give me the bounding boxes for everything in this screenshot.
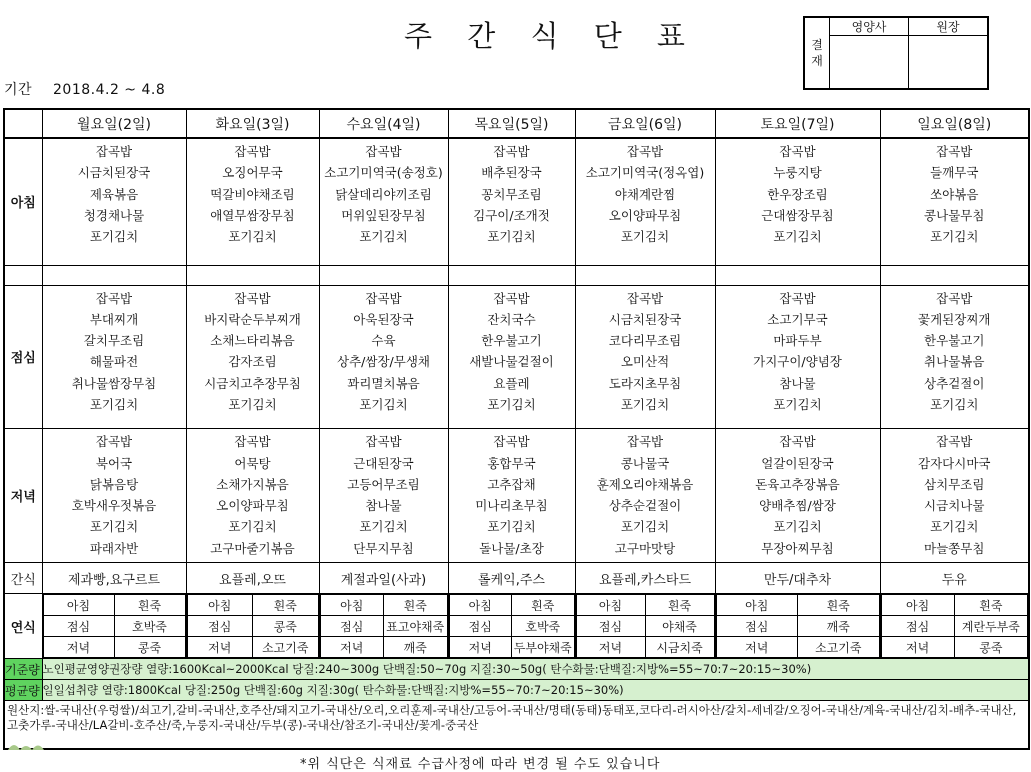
porridge-meal: 아침 [43,595,114,616]
menu-item: 상추순겉절이 [608,498,682,514]
porridge-meal: 점심 [881,616,954,637]
menu-item: 포기김치 [773,519,822,535]
menu-item: 잡곡밥 [234,144,271,159]
menu-item: 무장아찌무침 [761,540,834,556]
snack-cell-5: 만두/대추차 [715,563,880,594]
menu-item: 들깨무국 [930,165,979,181]
porridge-meal: 점심 [716,616,798,637]
menu-item: 잡곡밥 [95,290,133,306]
menu-item: 감자다시마국 [918,455,991,471]
menu-item: 소고기미역국(송정호) [324,165,443,181]
menu-item: 고구마맛탕 [614,540,676,556]
porridge-type: 콩죽 [253,616,319,637]
spacer-cell [42,265,186,285]
menu-item: 포기김치 [930,519,979,535]
standard-key: 기준량 [4,659,42,680]
lunch-cell-2 [319,285,448,429]
dinner-cell-0 [42,429,186,563]
snack-cell-2: 계절과일(사과) [319,563,448,594]
menu-item: 잡곡밥 [626,434,664,450]
meal-label-lunch: 점심 [4,285,42,429]
menu-item: 애열무쌈장무침 [210,207,295,223]
menu-item: 오징어무국 [222,165,283,181]
porridge-cell-2 [319,594,448,659]
day-header-6: 일요일(8일) [880,109,1029,138]
lunch-cell-6 [880,285,1029,429]
porridge-type: 콩죽 [114,637,185,658]
menu-item: 새발나물겉절이 [469,354,554,370]
menu-item: 포기김치 [487,396,536,412]
menu-item: 닭살데리야끼조림 [335,186,432,202]
day-header-3: 목요일(5일) [448,109,575,138]
porridge-type: 흰죽 [253,595,319,616]
porridge-meal: 아침 [576,595,645,616]
porridge-meal: 아침 [187,595,253,616]
menu-item: 코다리무조림 [608,333,682,349]
menu-item: 아욱된장국 [353,311,414,327]
breakfast-cell-4 [575,138,715,265]
average-key: 평균량 [4,680,42,701]
average-text: 일일섭취량 열량:1800Kcal 당질:250g 단백질:60g 지질:30g( 탄수화물:단백질:지방%=55~70:7~20:15~30%) [42,680,1029,701]
menu-item: 도라지초무침 [608,375,682,391]
menu-item: 참나물 [779,375,816,391]
menu-item: 포기김치 [89,519,139,535]
porridge-cell-6 [880,594,1029,659]
menu-item: 고구마줄기볶음 [210,540,295,556]
menu-item: 파래자반 [89,540,139,556]
lunch-cell-0 [42,285,186,429]
menu-item: 오이양파무침 [216,498,289,514]
breakfast-cell-2 [319,138,448,265]
menu-item: 소채가지볶음 [216,476,289,492]
porridge-meal: 저녁 [449,637,512,658]
day-header-1: 화요일(3일) [186,109,319,138]
breakfast-cell-3 [448,138,575,265]
menu-item: 잡곡밥 [365,290,402,306]
lunch-cell-3 [448,285,575,429]
period-value: 2018.4.2 ~ 4.8 [53,82,166,98]
meal-label-breakfast: 아침 [4,138,42,265]
menu-item: 배추된장국 [481,165,542,181]
snack-cell-4: 요플레,카스타드 [575,563,715,594]
spacer-cell [186,265,319,285]
menu-item: 얼갈이된장국 [761,455,834,471]
porridge-type: 두부야채죽 [512,637,575,658]
menu-item: 시금치고추장무침 [204,375,301,391]
menu-item: 상추/쌈장/무생채 [337,354,430,370]
day-header-5: 토요일(7일) [715,109,880,138]
menu-item: 잡곡밥 [365,434,402,450]
porridge-meal: 점심 [320,616,384,637]
menu-item: 잡곡밥 [365,144,402,159]
menu-item: 잡곡밥 [234,434,271,450]
porridge-type: 콩죽 [954,637,1027,658]
menu-item: 닭볶음탕 [89,476,139,492]
menu-item: 누룽지탕 [773,165,822,181]
standard-text: 노인평균영양권장량 열량:1600Kcal~2000Kcal 당질:240~300g 단백질:50~70g 지질:30~50g( 탄수화물:단백질:지방%=55~70:7~20:15~30%) [42,659,1029,680]
porridge-type: 소고기죽 [798,637,880,658]
breakfast-cell-1 [186,138,319,265]
menu-item: 소고기무국 [767,311,828,327]
menu-item: 잡곡밥 [936,290,973,306]
breakfast-cell-5 [715,138,880,265]
menu-item: 포기김치 [89,229,139,245]
spacer-cell [319,265,448,285]
menu-item: 잡곡밥 [95,144,133,159]
menu-item: 바지락순두부찌개 [204,311,301,327]
menu-item: 포기김치 [620,396,670,412]
menu-item: 포기김치 [773,396,822,412]
menu-item: 소고기미역국(정옥엽) [585,165,705,181]
menu-item: 고등어무조림 [347,476,420,492]
corner-cell [4,109,42,138]
dinner-cell-1 [186,429,319,563]
menu-item: 미나리초무침 [475,498,548,514]
weekly-menu-table [3,108,1030,750]
breakfast-cell-6 [880,138,1029,265]
meal-label-porridge: 연식 [4,594,42,659]
breakfast-cell-0 [42,138,186,265]
menu-item: 오미산적 [620,354,670,370]
spacer-cell [715,265,880,285]
menu-item: 시금치나물 [924,498,985,514]
menu-item: 잡곡밥 [493,144,530,159]
menu-item: 단무지무침 [353,540,414,556]
menu-item: 잡곡밥 [626,144,664,159]
menu-item: 한우불고기 [481,333,542,349]
menu-item: 상추겉절이 [924,375,985,391]
porridge-cell-4 [575,594,715,659]
porridge-type: 흰죽 [954,595,1027,616]
dinner-cell-2 [319,429,448,563]
menu-item: 포기김치 [228,396,277,412]
porridge-cell-3 [448,594,575,659]
porridge-type: 표고야채죽 [384,616,448,637]
porridge-cell-5 [715,594,880,659]
porridge-type: 호박죽 [114,616,185,637]
menu-item: 야채계란찜 [614,186,676,202]
menu-item: 한우불고기 [924,333,985,349]
menu-item: 잡곡밥 [779,434,816,450]
menu-item: 호박새우젓볶음 [71,498,157,514]
menu-item: 참나물 [365,498,402,514]
dinner-cell-5 [715,429,880,563]
menu-item: 포기김치 [773,229,822,245]
snack-cell-0: 제과빵,요구르트 [42,563,186,594]
menu-item: 돌나물/초장 [479,540,544,556]
menu-item: 삼치무조림 [924,476,985,492]
porridge-type: 계란두부죽 [954,616,1027,637]
porridge-meal: 점심 [576,616,645,637]
menu-item: 콩나물국 [620,455,670,471]
menu-item: 마늘쫑무침 [924,540,985,556]
menu-item: 머위잎된장무침 [341,207,426,223]
menu-item: 마파두부 [773,333,822,349]
menu-item: 잡곡밥 [779,290,816,306]
menu-item: 양배추찜/쌈장 [759,498,836,514]
porridge-meal: 점심 [43,616,114,637]
menu-item: 콩나물무침 [924,207,985,223]
porridge-meal: 아침 [881,595,954,616]
menu-item: 잡곡밥 [234,290,271,306]
porridge-meal: 저녁 [43,637,114,658]
snack-cell-3: 롤케익,주스 [448,563,575,594]
period-label: 기간 [4,82,33,98]
porridge-meal: 저녁 [187,637,253,658]
menu-item: 포기김치 [359,229,408,245]
porridge-cell-1 [186,594,319,659]
menu-item: 쏘야볶음 [930,186,979,202]
porridge-meal: 저녁 [576,637,645,658]
approval-dietitian-header: 영양사 [830,17,909,36]
page-title: 주 간 식 단 표 [404,19,698,53]
porridge-type: 야채죽 [645,616,714,637]
menu-item: 청경채나물 [83,207,145,223]
menu-item: 수육 [371,333,396,349]
porridge-meal: 점심 [449,616,512,637]
porridge-type: 시금치죽 [645,637,714,658]
approval-dietitian-sign[interactable] [830,36,909,90]
meal-label-snack: 간식 [4,563,42,594]
menu-item: 포기김치 [487,229,536,245]
menu-item: 잡곡밥 [936,144,973,159]
spacer-cell [575,265,715,285]
menu-item: 잡곡밥 [95,434,133,450]
grass-decoration-icon [6,738,46,750]
menu-item: 해물파전 [89,354,139,370]
dinner-cell-6 [880,429,1029,563]
menu-item: 시금치된장국 [77,165,151,181]
footnote: *위 식단은 식재료 수급사정에 따라 변경 될 수도 있습니다 [300,757,661,772]
menu-item: 잡곡밥 [779,144,816,159]
porridge-meal: 점심 [187,616,253,637]
spacer-cell [880,265,1029,285]
porridge-type: 흰죽 [384,595,448,616]
porridge-type: 흰죽 [798,595,880,616]
menu-item: 돈육고추장볶음 [755,476,840,492]
dinner-cell-3 [448,429,575,563]
menu-item: 포기김치 [89,396,139,412]
menu-item: 잡곡밥 [493,290,530,306]
menu-item: 시금치된장국 [608,311,682,327]
porridge-meal: 저녁 [716,637,798,658]
porridge-type: 깨죽 [798,616,880,637]
menu-item: 잡곡밥 [936,434,973,450]
menu-item: 취나물쌈장무침 [71,375,157,391]
menu-item: 한우장조림 [767,186,828,202]
menu-item: 꽈리멸치볶음 [347,375,420,391]
porridge-meal: 아침 [320,595,384,616]
menu-item: 고추잡채 [487,476,536,492]
day-header-4: 금요일(6일) [575,109,715,138]
menu-item: 취나물볶음 [924,354,985,370]
lunch-cell-1 [186,285,319,429]
porridge-type: 흰죽 [645,595,714,616]
dinner-cell-4 [575,429,715,563]
porridge-cell-0 [42,594,186,659]
porridge-type: 소고기죽 [253,637,319,658]
menu-item: 가지구이/양념장 [753,354,842,370]
menu-item: 홍합무국 [487,455,536,471]
menu-item: 떡갈비야채조림 [210,186,295,202]
day-header-2: 수요일(4일) [319,109,448,138]
period [4,79,165,99]
menu-item: 포기김치 [487,519,536,535]
menu-item: 북어국 [95,455,133,471]
menu-item: 근대된장국 [353,455,414,471]
menu-item: 감자조림 [228,354,277,370]
porridge-type: 깨죽 [384,637,448,658]
menu-item: 포기김치 [930,396,979,412]
menu-item: 잡곡밥 [626,290,664,306]
meal-label-dinner: 저녁 [4,429,42,563]
porridge-meal: 저녁 [320,637,384,658]
menu-item: 근대쌈장무침 [761,207,834,223]
menu-item: 부대찌개 [89,311,139,327]
approval-label: 결재 [804,17,830,89]
menu-item: 포기김치 [620,519,670,535]
menu-item: 요플레 [493,375,530,391]
spacer-cell [4,265,42,285]
menu-item: 오이양파무침 [608,207,682,223]
porridge-meal: 아침 [716,595,798,616]
porridge-type: 호박죽 [512,616,575,637]
menu-item: 포기김치 [359,519,408,535]
porridge-type: 흰죽 [512,595,575,616]
menu-item: 잡곡밥 [493,434,530,450]
menu-item: 훈제오리야채볶음 [596,476,694,492]
approval-box [803,16,989,90]
porridge-type: 흰죽 [114,595,185,616]
snack-cell-6: 두유 [880,563,1029,594]
snack-cell-1: 요플레,오뜨 [186,563,319,594]
menu-item: 포기김치 [228,519,277,535]
menu-item: 갈치무조림 [83,333,145,349]
menu-item: 포기김치 [359,396,408,412]
menu-item: 제육볶음 [89,186,139,202]
menu-item: 꽁치무조림 [481,186,542,202]
menu-item: 포기김치 [930,229,979,245]
menu-item: 잔치국수 [487,311,536,327]
day-header-0: 월요일(2일) [42,109,186,138]
origin-info: 원산지:쌀-국내산(우렁쌀)/쇠고기,갈비-국내산,호주산/돼지고기-국내산/오리,오리훈제-국내산/고등어-국내산/명태(동태)동태포,코다리-러시아산/갈치-세네갈/오징어-국내산/계육-국내산/김치-배추-국내산,고춧가루-국내산/LA갈비-호주산/죽,누룽지-국내산/두부(콩)-국내산/참조기-국내산/꽃게-중국산 [4,701,1029,750]
lunch-cell-5 [715,285,880,429]
menu-item: 어묵탕 [234,455,271,471]
approval-director-header: 원장 [909,17,989,36]
approval-director-sign[interactable] [909,36,989,90]
porridge-meal: 아침 [449,595,512,616]
menu-item: 꽃게된장찌개 [918,311,991,327]
spacer-cell [448,265,575,285]
menu-item: 김구이/조개젓 [473,207,550,223]
porridge-meal: 저녁 [881,637,954,658]
menu-item: 포기김치 [620,229,670,245]
menu-item: 소채느타리볶음 [210,333,295,349]
lunch-cell-4 [575,285,715,429]
menu-item: 포기김치 [228,229,277,245]
